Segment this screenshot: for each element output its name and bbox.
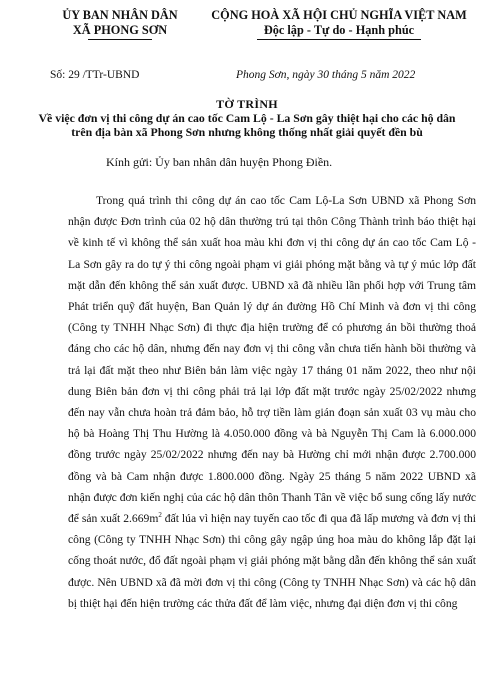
document-subject: Về việc đơn vị thi công dự án cao tốc Cam Lộ - La Sơn gây thiệt hại cho các hộ dân trên địa bàn xã Phong Sơn nhưng không thống nhất giải quyết đền bù [38,111,456,139]
document-number: Số: 29 /TTr-UBND [50,69,140,81]
agency-line-1: ỦY BAN NHÂN DÂN [62,8,178,22]
issuing-agency [40,8,200,38]
agency-line-2: XÃ PHONG SƠN [72,23,168,37]
national-name: CỘNG HOÀ XÃ HỘI CHỦ NGHĨA VIỆT NAM [211,8,467,22]
body-paragraph [68,190,476,614]
national-slogan: Độc lập - Tự do - Hạnh phúc [263,23,415,37]
body-text [68,190,476,614]
agency-underline [88,39,152,40]
motto-underline [257,39,421,40]
document-title: TỜ TRÌNH [216,97,278,111]
area-unit-superscript: 2 [158,511,162,520]
recipient-line: Kính gửi: Ủy ban nhân dân huyện Phong Điền. [106,155,333,169]
national-motto [188,8,490,38]
place-and-date: Phong Sơn, ngày 30 tháng 5 năm 2022 [236,69,416,81]
body-text-part-1: Trong quá trình thi công dự án cao tốc Cam Lộ-La Sơn UBND xã Phong Sơn nhận được Đơn trình của 02 hộ dân thường trú tại thôn Công Thành trình báo thiệt hại về kinh tế vì không thể sản xuất hoa màu khi đơn vị thi công dự án cao tốc Cam Lộ - La Sơn gây ra do tự ý thi công ngoài phạm vi giải phóng mặt bằng và tự ý múc lớp đất mặt dẫn đến không thể sản xuất được. UBND xã đã nhiều lần phối hợp với Trung tâm Phát triển quỹ đất huyện, Ban Quản lý dự án đường Hồ Chí Minh và đơn vị thi công (Công ty TNHH Nhạc Sơn) đi thực địa hiện trường để có phương án bồi thường thoả đáng cho các hộ dân, nhưng đến nay đơn vị thi công vẫn chưa tiến hành bồi thường và trả lại đất mặt theo như Biên bản làm việc ngày 17 tháng 01 năm 2022, theo như nội dung Biên bản đơn vị thi công phải trả lại lớp đất mặt trước ngày 25/02/2022 nhưng đến nay vẫn chưa hoàn trả đảm bảo, hỗ trợ tiền làm gián đoạn sản xuất 03 vụ màu cho hộ bà Hoàng Thị Thu Hường là 4.050.000 đồng và bà Nguyễn Thị Cam là 6.000.000 đồng trước ngày 25/02/2022 nhưng đến nay bà Hường chỉ mới nhận được 2.700.000 đồng và bà Cam nhận được 1.800.000 đồng. Ngày 25 tháng 5 năm 2022 UBND xã nhận được đơn kiến nghị của các hộ dân thôn Thanh Tân về việc bổ sung cống lấy nước để sản xuất 2.669m [68,194,476,526]
body-text-part-2: đất lúa vì hiện nay tuyến cao tốc đi qua đã lấp mương và đơn vị thi công (Công ty TNHH Nhạc Sơn) thi công gây ngập úng hoa màu do không lắp đặt lại cống thoát nước, đổ đất ngoài phạm vị giải phóng mặt bằng dẫn đến không thể sản xuất được. Nên UBND xã đã mời đơn vị thi công (Công ty TNHH Nhạc Sơn) và các hộ dân bị thiệt hại đến hiện trường các thửa đất để làm việc, nhưng đại diện đơn vị thi công [68,512,476,610]
